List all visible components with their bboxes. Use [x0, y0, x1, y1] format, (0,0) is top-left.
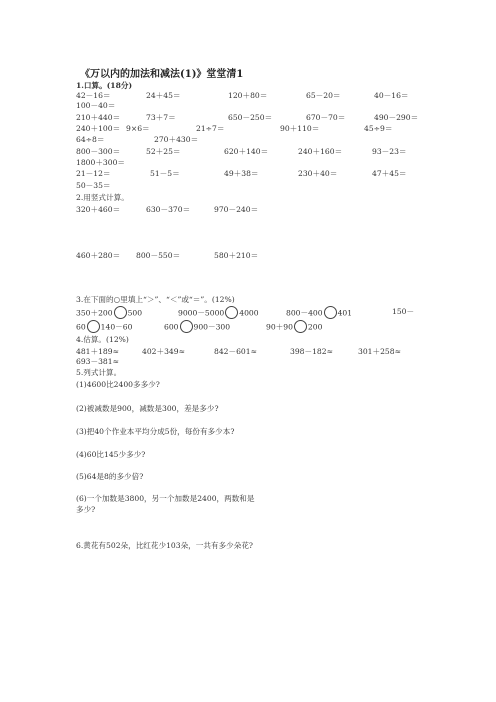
oral-item: 50－35＝	[76, 181, 111, 190]
oral-item: 47＋45＝	[372, 169, 407, 178]
word-problem: (6)一个加数是3800，另一个加数是2400，两数和是	[76, 494, 255, 503]
compare-item	[164, 321, 230, 334]
section-1-heading: 1.口算。(18分)	[76, 81, 133, 90]
word-problem: (3)把40个作业本平均分成5份，每份有多少本?	[76, 427, 235, 436]
section-2-heading: 2.用竖式计算。	[76, 193, 129, 202]
oral-item: 9×6＝	[126, 124, 150, 133]
vertical-calc-item: 970－240＝	[214, 205, 259, 214]
estimate-item: 693－381≈	[76, 357, 119, 366]
compare-left: 350＋200	[76, 308, 113, 318]
compare-right: 4000	[239, 308, 259, 318]
compare-right: 500	[127, 308, 143, 318]
compare-item	[266, 321, 322, 334]
compare-left: 800－400	[286, 308, 323, 318]
oral-item: 65－20＝	[306, 91, 341, 100]
compare-item	[286, 307, 352, 320]
compare-item	[76, 321, 132, 334]
compare-right: 900－300	[193, 322, 231, 332]
oral-item: 240＋100＝	[76, 124, 121, 133]
word-problem: (1)4600比2400多多少?	[76, 380, 160, 389]
compare-item	[76, 307, 142, 320]
word-problem-continued: 多少?	[76, 505, 96, 514]
oral-item: 230＋40＝	[298, 169, 338, 178]
oral-item: 93－23＝	[372, 147, 407, 156]
estimate-item: 301＋258≈	[358, 347, 401, 356]
oral-item: 490－290＝	[374, 113, 419, 122]
worksheet-title: 《万以内的加法和减法(1)》堂堂清1	[80, 69, 244, 80]
oral-item: 24＋45＝	[146, 91, 181, 100]
oral-item: 210＋440＝	[76, 113, 121, 122]
oral-item: 52＋25＝	[146, 147, 181, 156]
oral-item: 240＋160＝	[298, 147, 343, 156]
section-4-heading: 4.估算。(12%)	[76, 335, 129, 344]
compare-right: 401	[337, 308, 353, 318]
compare-right: 200	[307, 322, 323, 332]
oral-item: 620＋140＝	[224, 147, 269, 156]
section-3-heading: 3.在下面的○里填上“＞”、“＜”或“＝”。(12%)	[76, 295, 235, 304]
oral-item: 21－12＝	[76, 169, 111, 178]
compare-right: 140－60	[100, 322, 133, 332]
compare-circle-blank[interactable]	[180, 320, 193, 333]
oral-item: 64÷8＝	[76, 135, 105, 144]
vertical-calc-item: 800－550＝	[136, 251, 181, 260]
word-problem: (4)60比145少多少?	[76, 450, 146, 459]
oral-item: 45÷9＝	[364, 124, 393, 133]
oral-item: 42－16＝	[76, 91, 111, 100]
compare-circle-blank[interactable]	[114, 306, 127, 319]
oral-item: 800－300＝	[76, 147, 121, 156]
compare-left: 600	[164, 322, 179, 332]
oral-item: 90＋110＝	[280, 124, 320, 133]
vertical-calc-item: 580＋210＝	[214, 251, 259, 260]
estimate-item: 398－182≈	[290, 347, 333, 356]
compare-item	[392, 307, 414, 316]
oral-item: 21÷7＝	[196, 124, 225, 133]
estimate-item: 402＋349≈	[142, 347, 185, 356]
vertical-calc-item: 320＋460＝	[76, 205, 121, 214]
estimate-item: 481＋189≈	[76, 347, 119, 356]
oral-item: 1800＋300＝	[76, 158, 126, 167]
oral-item: 40－16＝	[374, 91, 409, 100]
word-problem: (5)64是8的多少倍?	[76, 472, 144, 481]
oral-item: 670－70＝	[306, 113, 346, 122]
vertical-calc-item: 460＋280＝	[76, 251, 121, 260]
compare-left: 9000－5000	[178, 308, 225, 318]
oral-item: 51－5＝	[150, 169, 180, 178]
section-5-heading: 5.列式计算。	[76, 368, 122, 377]
compare-circle-blank[interactable]	[225, 306, 238, 319]
estimate-item: 842－601≈	[214, 347, 257, 356]
oral-item: 120＋80＝	[228, 91, 268, 100]
compare-left: 150－	[392, 307, 415, 316]
section-6-problem: 6.黄花有502朵，比红花少103朵，一共有多少朵花?	[76, 541, 253, 550]
vertical-calc-item: 630－370＝	[146, 205, 191, 214]
compare-left: 60	[76, 322, 86, 332]
compare-circle-blank[interactable]	[294, 320, 307, 333]
oral-item: 49＋38＝	[224, 169, 259, 178]
compare-left: 90＋90	[266, 322, 293, 332]
compare-circle-blank[interactable]	[324, 306, 337, 319]
oral-item: 270＋430＝	[154, 135, 199, 144]
compare-item	[178, 307, 259, 320]
oral-item: 650－250＝	[228, 113, 273, 122]
oral-item: 100－40＝	[76, 101, 116, 110]
compare-circle-blank[interactable]	[87, 320, 100, 333]
word-problem: (2)被减数是900，减数是300，差是多少?	[76, 404, 219, 413]
oral-item: 73＋7＝	[146, 113, 176, 122]
